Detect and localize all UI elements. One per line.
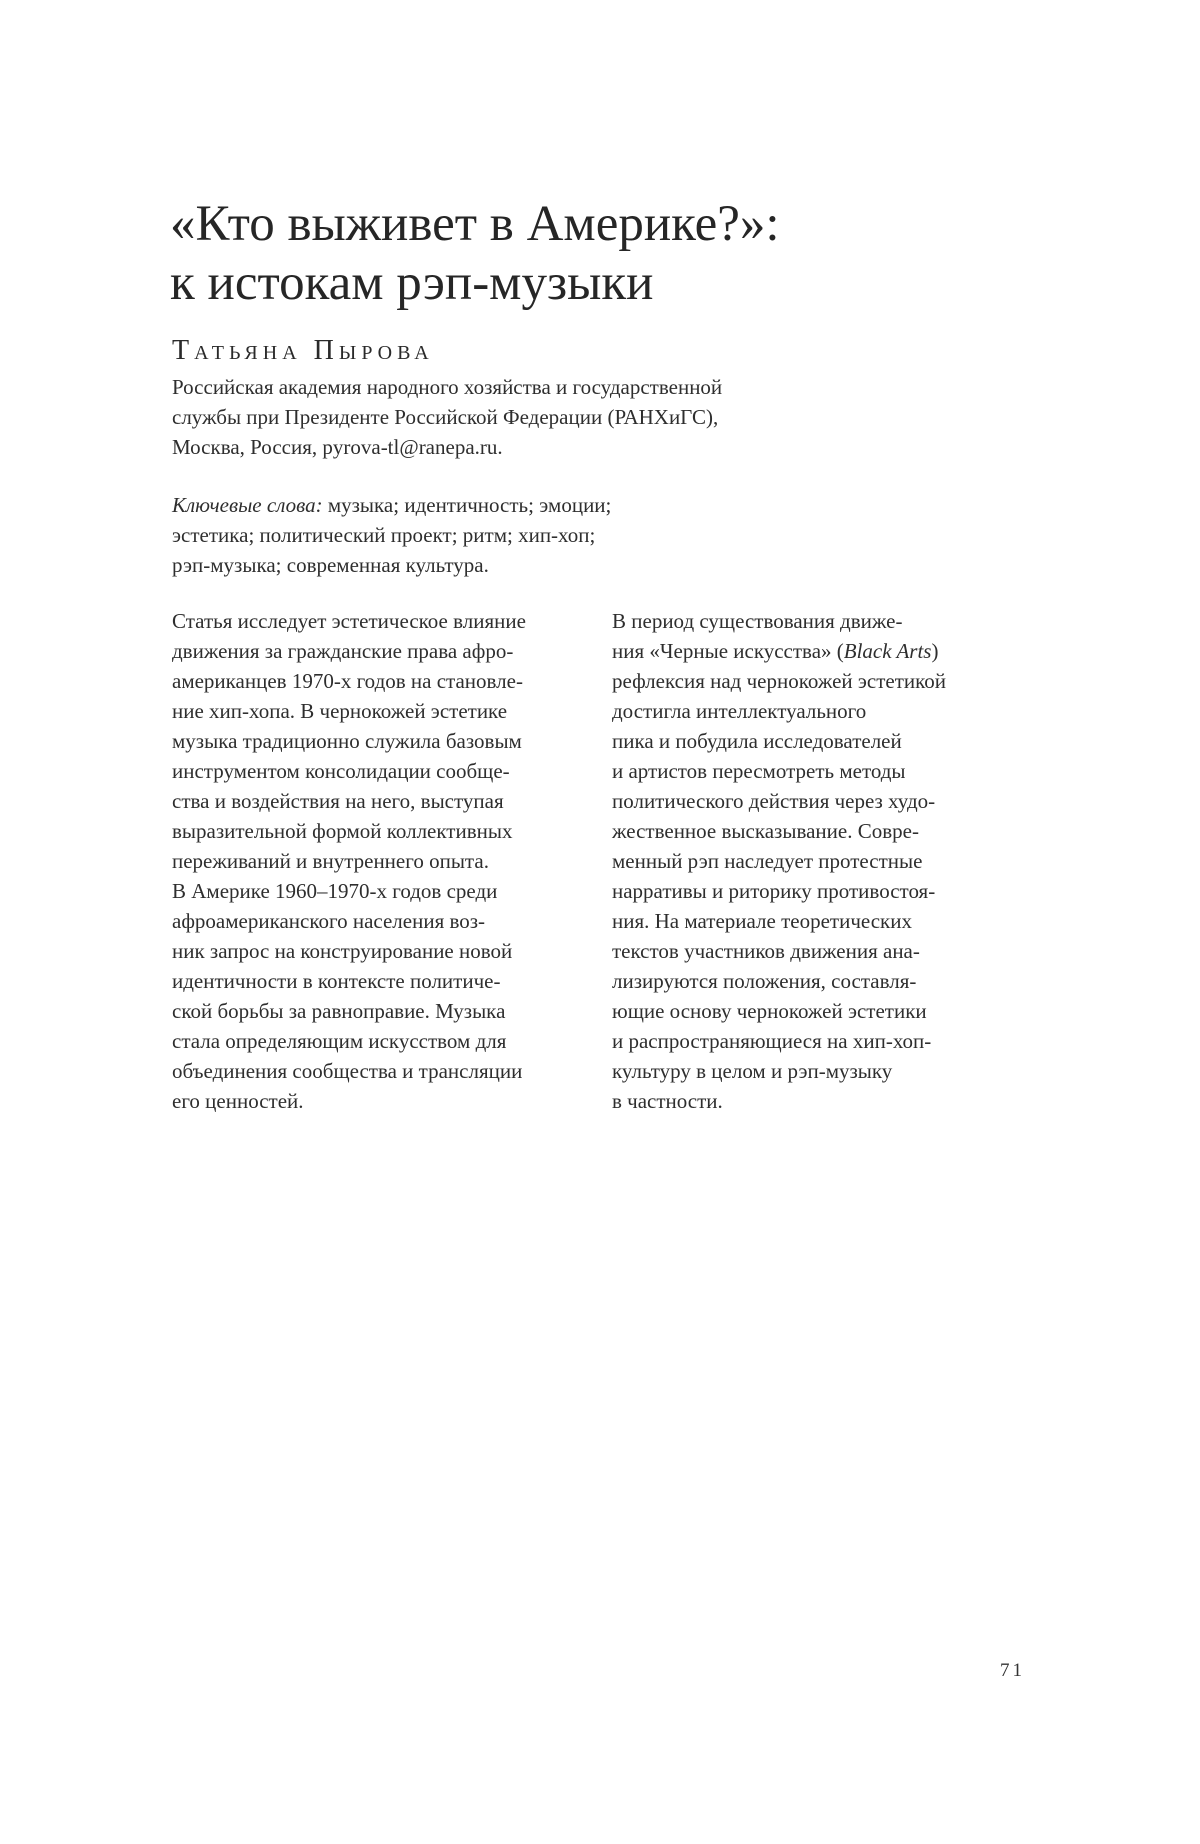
abstract-line: его ценностей. [172, 1089, 304, 1113]
author-affiliation [172, 372, 872, 462]
article-title [170, 195, 1070, 313]
abstract-line: менный рэп наследует протестные [612, 849, 923, 873]
keywords-label: Ключевые слова: [172, 493, 323, 517]
keywords-text: музыка; идентичность; эмоции; [322, 493, 612, 517]
abstract-line: и распространяющиеся на хип-хоп- [612, 1029, 932, 1053]
abstract-line: выразительной формой коллективных [172, 819, 513, 843]
abstract-line: достигла интеллектуального [612, 699, 867, 723]
title-line: к истокам рэп-музыки [170, 255, 654, 311]
abstract-line: ской борьбы за равноправие. Музыка [172, 999, 506, 1023]
abstract-line: переживаний и внутреннего опыта. [172, 849, 489, 873]
abstract-right-column [612, 606, 1032, 1116]
abstract-line: В период существования движе- [612, 609, 903, 633]
page-number: 71 [1000, 1660, 1025, 1681]
abstract-line: рефлексия над чернокожей эстетикой [612, 669, 947, 693]
abstract-line [612, 636, 1032, 666]
abstract-line: движения за гражданские права афро- [172, 639, 514, 663]
abstract-line: текстов участников движения ана- [612, 939, 920, 963]
abstract-line: ние хип-хопа. В чернокожей эстетике [172, 699, 508, 723]
affiliation-line: службы при Президенте Российской Федерации (РАНХиГС), [172, 405, 719, 429]
abstract-line: жественное высказывание. Совре- [612, 819, 919, 843]
abstract-line: политического действия через худо- [612, 789, 936, 813]
abstract-line: в частности. [612, 1089, 723, 1113]
abstract-line: Статья исследует эстетическое влияние [172, 609, 526, 633]
abstract-line: стала определяющим искусством для [172, 1029, 507, 1053]
abstract-line: музыка традиционно служила базовым [172, 729, 522, 753]
abstract-line: В Америке 1960–1970-х годов среди [172, 879, 498, 903]
abstract-italic-term: Black Arts [843, 639, 932, 663]
abstract-line: американцев 1970-х годов на становле- [172, 669, 523, 693]
affiliation-line: Российская академия народного хозяйства и государственной [172, 375, 723, 399]
title-line: «Кто выживет в Америке?»: [170, 196, 780, 252]
abstract-line: афроамериканского населения воз- [172, 909, 486, 933]
abstract-left-column [172, 606, 592, 1116]
abstract-line: ства и воздействия на него, выступая [172, 789, 504, 813]
abstract-line: ющие основу чернокожей эстетики [612, 999, 927, 1023]
abstract-line: инструментом консолидации сообще- [172, 759, 510, 783]
author-name: Татьяна Пырова [172, 335, 434, 366]
abstract-line: идентичности в контексте политиче- [172, 969, 501, 993]
abstract-line: нарративы и риторику противостоя- [612, 879, 936, 903]
keywords-line [172, 490, 872, 520]
affiliation-line: Москва, Россия, pyrova-tl@ranepa.ru. [172, 435, 503, 459]
keywords-line: рэп-музыка; современная культура. [172, 553, 489, 577]
keywords-block [172, 490, 872, 580]
abstract-line: пика и побудила исследователей [612, 729, 902, 753]
abstract-line: ник запрос на конструирование новой [172, 939, 513, 963]
keywords-line: эстетика; политический проект; ритм; хип-хоп; [172, 523, 596, 547]
abstract-line: ния. На материале теоретических [612, 909, 912, 933]
abstract-line: и артистов пересмотреть методы [612, 759, 906, 783]
abstract-line: культуру в целом и рэп-музыку [612, 1059, 893, 1083]
abstract-text: ) [931, 639, 939, 663]
abstract-text: ния «Черные искусства» ( [612, 639, 844, 663]
abstract-line: лизируются положения, составля- [612, 969, 917, 993]
abstract-line: объединения сообщества и трансляции [172, 1059, 523, 1083]
